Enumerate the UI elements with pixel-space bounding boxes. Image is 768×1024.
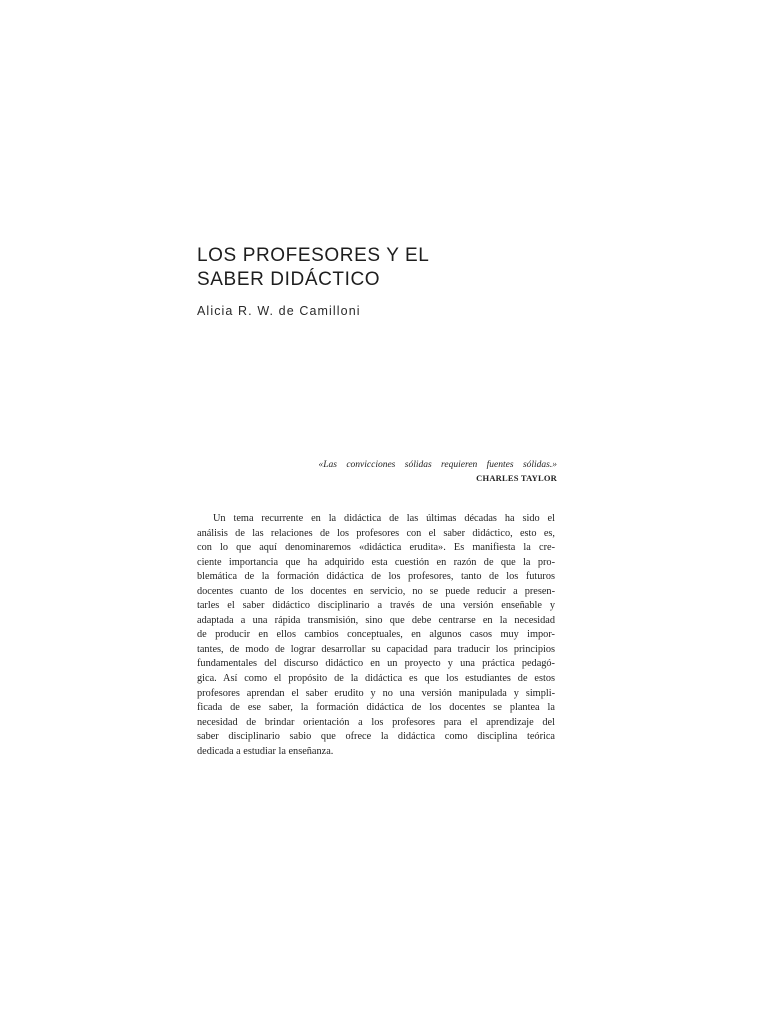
body-line: fundamentales del discurso didáctico en un proyecto y una práctica pedagó- bbox=[197, 658, 555, 670]
epigraph-attribution: CHARLES TAYLOR bbox=[476, 473, 557, 483]
body-line: tantes, de modo de lograr desarrollar su capacidad para traducir los principios bbox=[197, 643, 555, 655]
epigraph-quote: «Las convicciones sólidas requieren fuentes sólidas.» bbox=[318, 460, 557, 470]
chapter-title-line-1: LOS PROFESORES Y EL bbox=[197, 245, 430, 266]
chapter-title bbox=[197, 244, 557, 292]
body-line: blemática de la formación didáctica de los profesores, tanto de los futuros bbox=[197, 571, 555, 583]
body-line: análisis de las relaciones de los profesores con el saber didáctico, esto es, bbox=[197, 527, 555, 539]
body-line: necesidad de brindar orientación a los profesores para el aprendizaje del bbox=[197, 716, 555, 728]
body-line: tarles el saber didáctico disciplinario a través de una versión enseñable y bbox=[197, 600, 555, 612]
author-name: Alicia R. W. de Camilloni bbox=[197, 304, 361, 318]
body-paragraph bbox=[197, 512, 555, 759]
body-line: gica. Así como el propósito de la didáctica es que los estudiantes de estos bbox=[197, 673, 555, 685]
body-line: saber disciplinario sabio que ofrece la didáctica como disciplina teórica bbox=[197, 731, 555, 743]
body-line: adaptada a una rápida transmisión, sino que debe centrarse en la necesidad bbox=[197, 614, 555, 626]
body-line: con lo que aquí denominaremos «didáctica erudita». Es manifiesta la cre- bbox=[197, 542, 555, 554]
body-line: ficada de ese saber, la formación didáctica de los docentes se plantea la bbox=[197, 702, 555, 714]
body-line: ciente importancia que ha adquirido esta cuestión en razón de que la pro- bbox=[197, 556, 555, 568]
body-line: dedicada a estudiar la enseñanza. bbox=[197, 745, 334, 757]
body-line: Un tema recurrente en la didáctica de las últimas décadas ha sido el bbox=[213, 513, 555, 524]
body-line: profesores aprendan el saber erudito y no una versión manipulada y simpli- bbox=[197, 687, 555, 699]
chapter-title-line-2: SABER DIDÁCTICO bbox=[197, 269, 381, 290]
body-line: de producir en ellos cambios conceptuales, en algunos casos muy impor- bbox=[197, 629, 555, 641]
body-line: docentes cuanto de los docentes en servicio, no se puede reducir a presen- bbox=[197, 585, 555, 597]
epigraph bbox=[300, 459, 557, 485]
